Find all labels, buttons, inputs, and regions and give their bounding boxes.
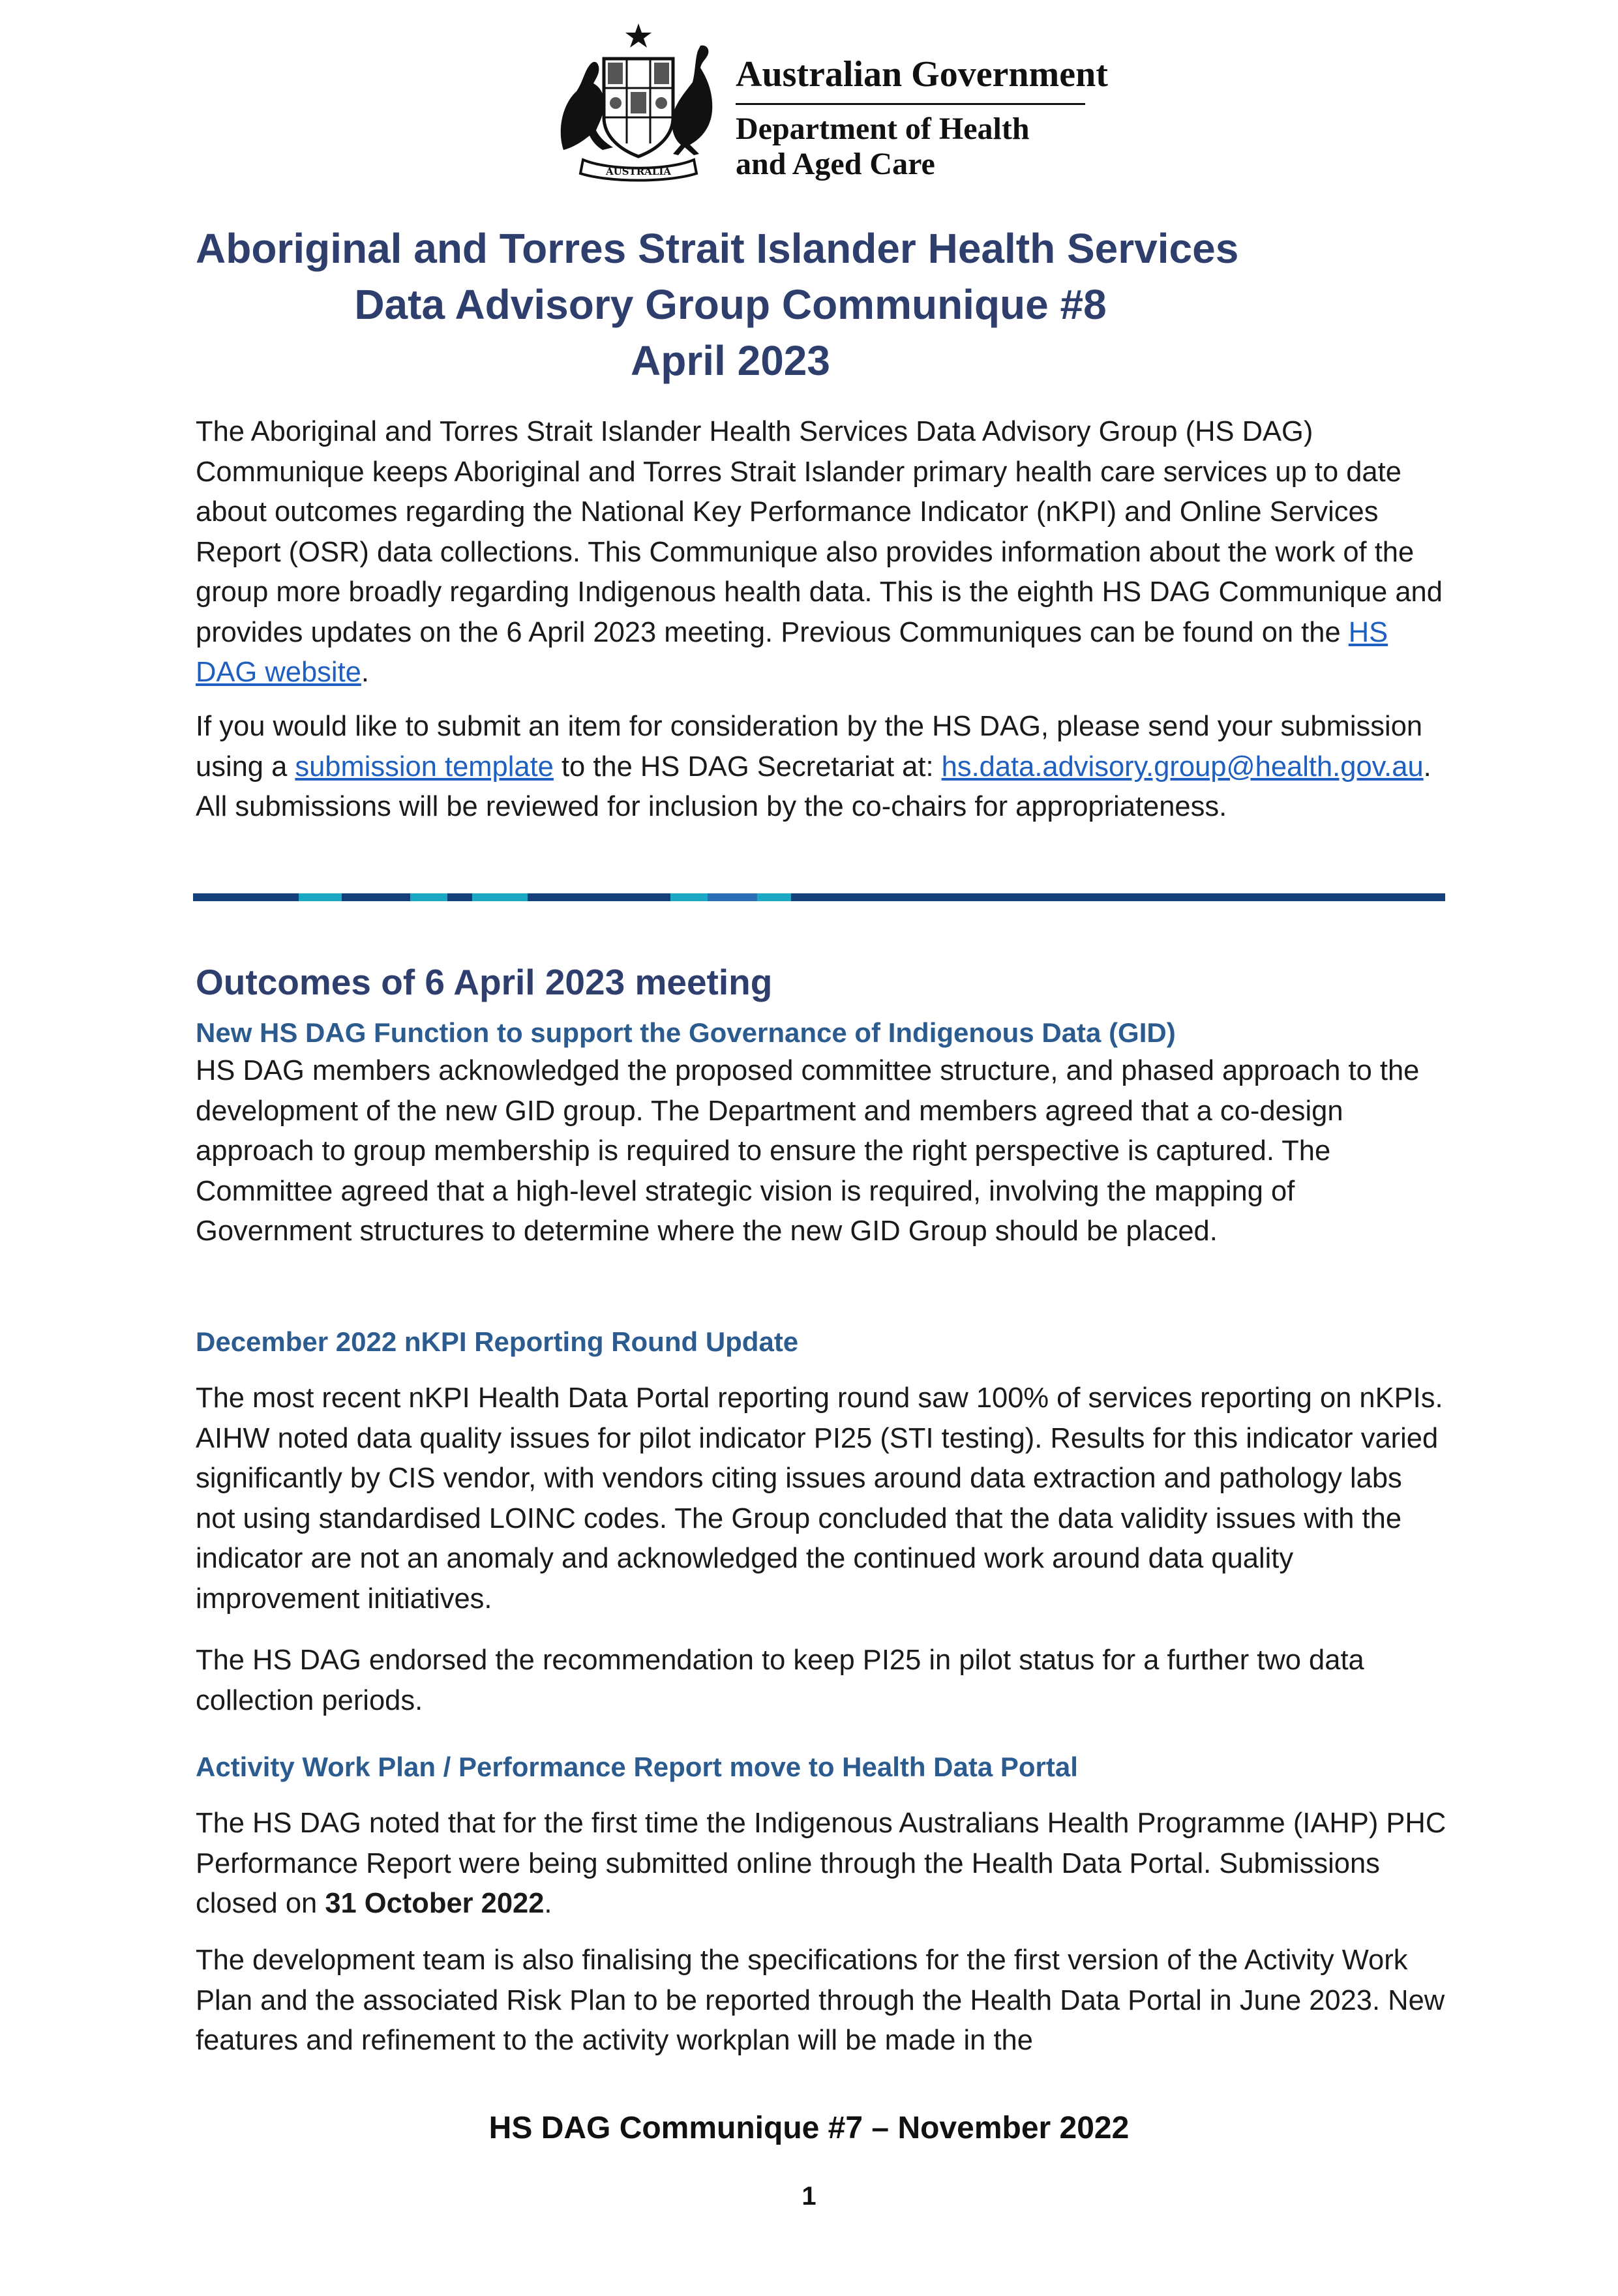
government-name: Australian Government <box>736 54 1108 95</box>
awp-p2-text: The development team is also finalising the specifications for the first version of the Activity Work Plan and the associated Risk Plan to be reported through the Health Data Portal in June 2023. New features and refinement to the activity workplan will be made in the <box>196 1945 1445 2056</box>
gid-paragraph <box>196 1051 1448 1252</box>
outcomes-heading: Outcomes of 6 April 2023 meeting <box>196 962 773 1002</box>
department-name-line2: and Aged Care <box>736 147 935 181</box>
nkpi-p2-text: The HS DAG endorsed the recommendation to keep PI25 in pilot status for a further two data collection periods. <box>196 1645 1364 1716</box>
intro-p2-text3: . All submissions will be reviewed for inclusion by the co-chairs for appropriateness. <box>196 751 1431 822</box>
intro-p2-text1: If you would like to submit an item for consideration by the HS DAG, please send your submission using a <box>196 711 1423 783</box>
hs-dag-website-link[interactable]: HS DAG website <box>196 616 1388 688</box>
title-line1: Aboriginal and Torres Strait Islander Health Services <box>196 225 1239 272</box>
department-name-line1: Department of Health <box>736 112 1030 146</box>
awp-paragraph-2 <box>196 1941 1448 2061</box>
footer-title: HS DAG Communique #7 – November 2022 <box>488 2111 1130 2145</box>
awp-paragraph-1 <box>196 1804 1448 1924</box>
awp-p1-text: The HS DAG noted that for the first time the Indigenous Australians Health Programme (IAHP) PHC Performance Report were being submitted online through the Health Data Portal. Submissions closed on <box>196 1808 1446 1919</box>
page-number: 1 <box>802 2182 816 2211</box>
title-line2: Data Advisory Group Communique #8 <box>354 281 1107 328</box>
intro-p1-text: The Aboriginal and Torres Strait Islander Health Services Data Advisory Group (HS DAG) Communique keeps Aboriginal and Torres Strait Islander primary health care services up to date about outcomes regarding the National Key Performance Indicator (nKPI) and Online Services Report (OSR) data collections. This Communique also provides information about the work of the group more broadly regarding Indigenous health data. This is the eighth HS DAG Communique and provides updates on the 6 April 2023 meeting. Previous Communiques can be found on the <box>196 416 1443 648</box>
section-divider <box>193 893 1445 901</box>
logo-divider <box>736 103 1085 105</box>
nkpi-p1-text: The most recent nKPI Health Data Portal reporting round saw 100% of services reporting on nKPIs. AIHW noted data quality issues for pilot indicator PI25 (STI testing). Results for this indicator varied significantly by CIS vendor, with vendors citing issues around data extraction and pathology labs not using standardised LOINC codes. The Group concluded that the data validity issues with the indicator are not an anomaly and acknowledged the continued work around data quality improvement initiatives. <box>196 1382 1443 1615</box>
gid-text: HS DAG members acknowledged the proposed committee structure, and phased approach to the development of the new GID group. The Department and members agreed that a co-design approach to group membership is required to ensure the right perspective is captured. The Committee agreed that a high-level strategic vision is required, involving the mapping of Government structures to determine where the new GID Group should be placed. <box>196 1055 1420 1247</box>
intro-p1-end: . <box>361 657 369 688</box>
crest-banner-text: AUSTRALIA <box>605 166 672 177</box>
coat-of-arms-icon <box>550 20 727 183</box>
nkpi-paragraph-2 <box>196 1641 1448 1721</box>
nkpi-paragraph-1 <box>196 1379 1448 1619</box>
awp-heading: Activity Work Plan / Performance Report move to Health Data Portal <box>196 1752 1078 1782</box>
government-logo <box>550 20 1108 183</box>
awp-p1-end: . <box>544 1888 552 1919</box>
nkpi-heading: December 2022 nKPI Reporting Round Update <box>196 1326 799 1357</box>
gid-heading: New HS DAG Function to support the Governance of Indigenous Data (GID) <box>196 1017 1176 1048</box>
document-title <box>196 220 1265 389</box>
intro-paragraph-2 <box>196 707 1448 827</box>
submission-template-link[interactable]: submission template <box>295 751 554 783</box>
title-line3: April 2023 <box>631 337 830 384</box>
secretariat-email-link[interactable]: hs.data.advisory.group@health.gov.au <box>941 751 1424 783</box>
intro-p2-text2: to the HS DAG Secretariat at: <box>553 751 942 783</box>
submission-close-date: 31 October 2022 <box>325 1888 545 1919</box>
intro-paragraph-1 <box>196 412 1448 693</box>
